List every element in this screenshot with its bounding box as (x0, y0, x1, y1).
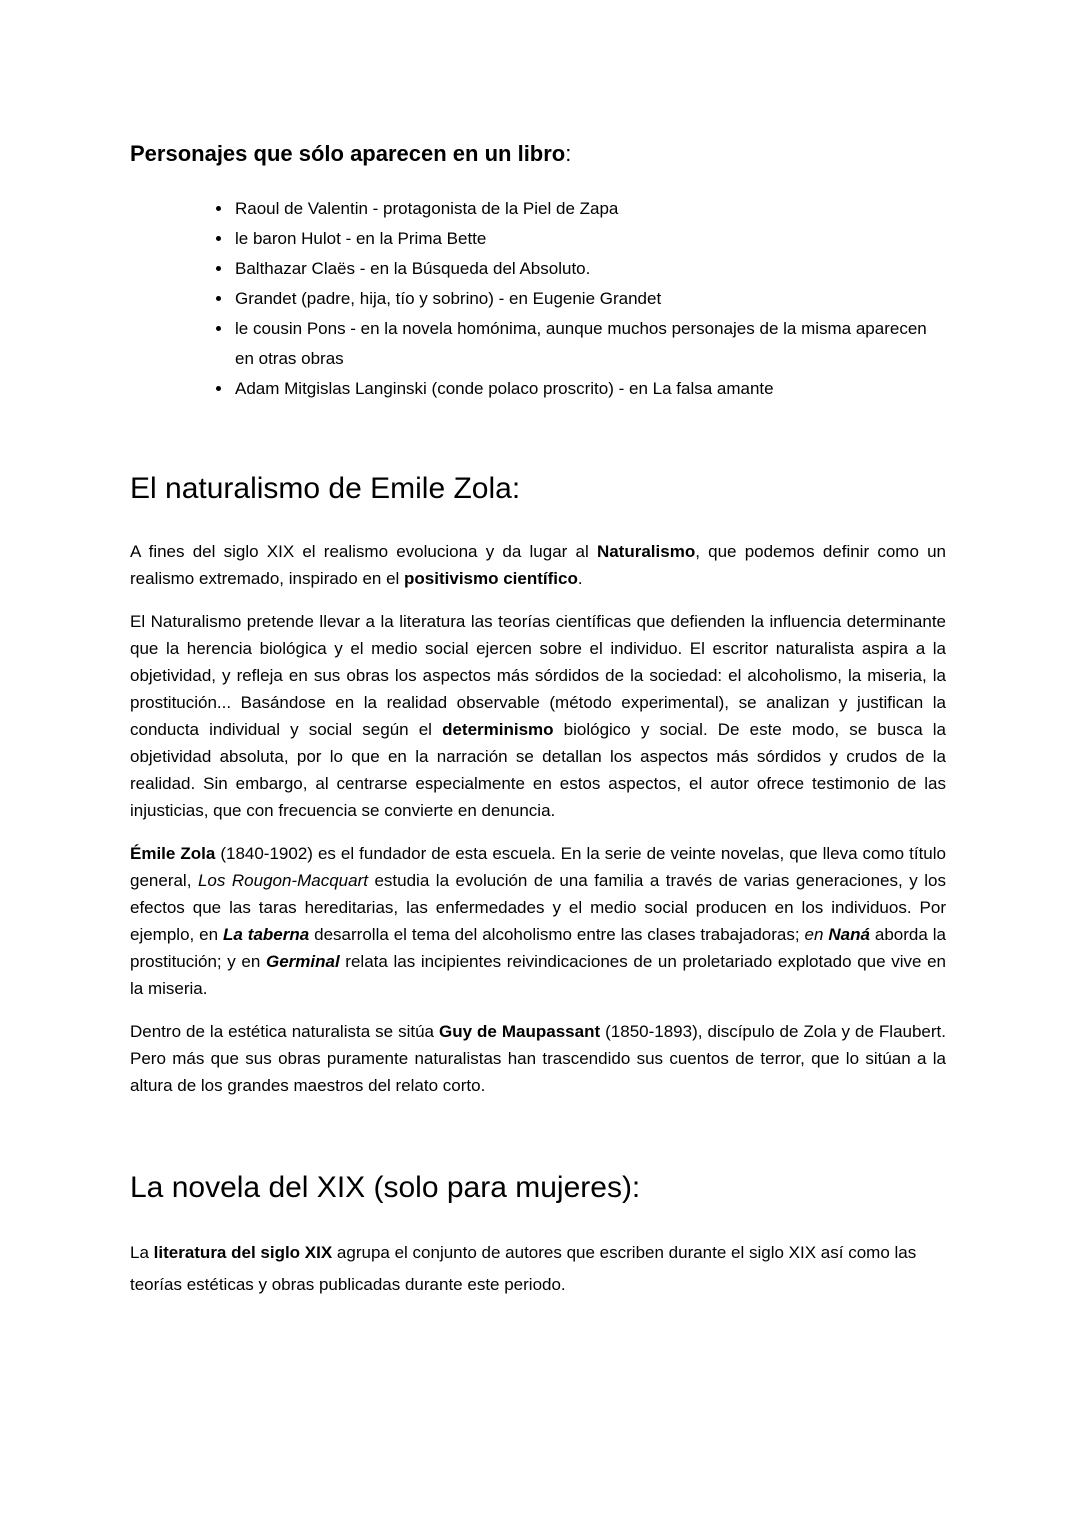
text-run: estudia la evolución de una familia a través de varias generaciones, y los efectos que las taras hereditarias, las enfermedades y el medio social producen en los individuos. Por ejemplo, en (130, 871, 946, 944)
text-run: Émile Zola (130, 844, 216, 863)
text-run: relata las incipientes reivindicaciones de un proletariado explotado que vive en la miseria. (130, 952, 946, 998)
paragraph-naturalismo-intro (130, 538, 946, 592)
text-run: La taberna (223, 925, 310, 944)
text-run: positivismo científico (404, 569, 578, 588)
text-run: agrupa el conjunto de autores que escriben durante el siglo XIX así como las teorías estéticas y obras publicadas durante este periodo. (130, 1243, 917, 1294)
paragraph-emile-zola (130, 840, 946, 1002)
text-run: (1850-1893), discípulo de Zola y de Flaubert. Pero más que sus obras puramente naturalistas han trascendido sus cuentos de terror, que lo sitúan a la altura de los grandes maestros del relato corto. (130, 1022, 946, 1095)
text-run: aborda la prostitución; y en (130, 925, 946, 971)
text-run: Germinal (265, 952, 340, 971)
text-run: : (565, 141, 572, 166)
text-run: determinismo (442, 720, 554, 739)
text-run: literatura del siglo XIX (153, 1243, 333, 1262)
text-run: La (130, 1243, 154, 1262)
list-item: • Balthazar Claës - en la Búsqueda del Absoluto. (233, 254, 946, 284)
text-run: . (577, 569, 583, 588)
paragraph-naturalismo-definicion (130, 608, 946, 824)
text-run: El Naturalismo pretende llevar a la literatura las teorías científicas que defienden la influencia determinante que la herencia biológica y el medio social ejercen sobre el individuo. El escritor naturalista aspira a la objetividad, y refleja en sus obras los aspectos más sórdidos de la sociedad: el alcoholismo, la miseria, la prostitución... Basándose en la realidad observable (método experimental), se analizan y justifican la conducta individual y social según el (130, 612, 946, 739)
text-run: Naná (828, 925, 870, 944)
text-run: , que podemos definir como un realismo extremado, inspirado en el (130, 542, 947, 588)
list-item: • Adam Mitgislas Langinski (conde polaco proscrito) - en La falsa amante (233, 374, 946, 404)
text-run: biológico y social. De este modo, se busca la objetividad absoluta, por lo que en la narración se detallan los aspectos más sórdidos y crudos de la realidad. Sin embargo, al centrarse especialmente en estos aspectos, el autor ofrece testimonio de las injusticias, que con frecuencia se convierte en denuncia. (130, 720, 946, 820)
text-run: Dentro de la estética naturalista se sitúa (130, 1022, 439, 1041)
character-bullet-list (130, 194, 946, 404)
text-run: Naturalismo (596, 542, 696, 561)
text-run: desarrolla el tema del alcoholismo entre las clases trabajadoras; (309, 925, 805, 944)
list-item: • Raoul de Valentin - protagonista de la Piel de Zapa (233, 194, 946, 224)
list-item: • Grandet (padre, hija, tío y sobrino) - en Eugenie Grandet (233, 284, 946, 314)
text-run: A fines del siglo XIX el realismo evoluciona y da lugar al (130, 542, 597, 561)
list-item: • le cousin Pons - en la novela homónima, aunque muchos personajes de la misma aparecen en otras obras (233, 314, 946, 374)
section-heading-naturalismo: El naturalismo de Emile Zola: (130, 472, 521, 505)
section-heading-novela-xix: La novela del XIX (solo para mujeres): (130, 1171, 641, 1204)
text-run: Guy de Maupassant (439, 1022, 601, 1041)
paragraph-literatura-xix (130, 1237, 946, 1301)
text-run: Los Rougon-Macquart (197, 871, 368, 890)
section-heading-personajes (130, 140, 946, 168)
list-item: • le baron Hulot - en la Prima Bette (233, 224, 946, 254)
text-run: Personajes que sólo aparecen en un libro (130, 141, 566, 166)
paragraph-maupassant (130, 1018, 946, 1099)
text-run: (1840-1902) es el fundador de esta escuela. En la serie de veinte novelas, que lleva como título general, (130, 844, 946, 890)
text-run: en (804, 925, 829, 944)
